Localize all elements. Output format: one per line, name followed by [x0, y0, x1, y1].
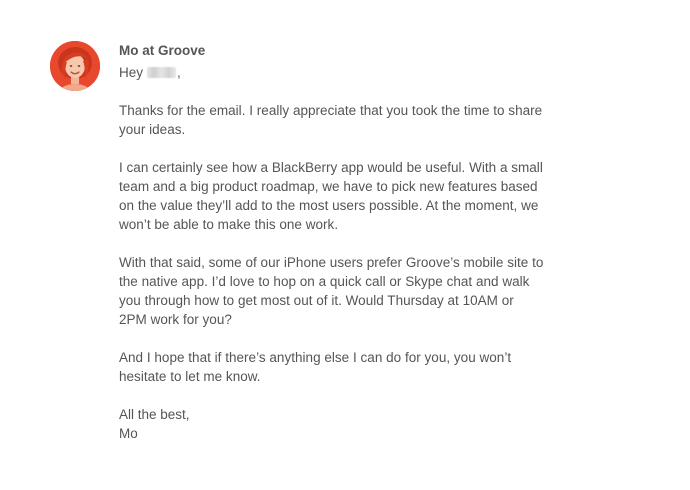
paragraph-line: team and a big product roadmap, we have to pick new features based [119, 179, 538, 194]
paragraph-line: With that said, some of our iPhone users prefer Groove’s mobile site to [119, 255, 544, 270]
paragraph-line: the native app. I’d love to hop on a quick call or Skype chat and walk [119, 274, 530, 289]
person-avatar-icon [50, 41, 100, 91]
signoff [119, 405, 569, 443]
paragraph-line: hesitate to let me know. [119, 369, 261, 384]
paragraph-line: I can certainly see how a BlackBerry app would be useful. With a small [119, 160, 543, 175]
paragraph-thanks [119, 101, 569, 139]
signature: Mo [119, 426, 138, 441]
redacted-recipient-name [147, 67, 176, 78]
closing-phrase: All the best, [119, 407, 190, 422]
paragraph-line: won’t be able to make this one work. [119, 217, 339, 232]
paragraph-blackberry [119, 158, 569, 234]
greeting-prefix: Hey [119, 65, 144, 80]
paragraph-line: you through how to get most out of it. Would Thursday at 10AM or [119, 293, 514, 308]
paragraph-line: And I hope that if there’s anything else I can do for you, you won’t [119, 350, 512, 365]
sender-name[interactable]: Mo at Groove [119, 43, 206, 58]
greeting-line [119, 63, 569, 82]
greeting-suffix: , [177, 65, 181, 80]
message-content [119, 42, 569, 443]
paragraph-line: 2PM work for you? [119, 312, 232, 327]
paragraph-closing [119, 348, 569, 386]
sender-avatar[interactable] [50, 41, 100, 91]
paragraph-line: your ideas. [119, 122, 186, 137]
paragraph-line: Thanks for the email. I really appreciate that you took the time to share [119, 103, 543, 118]
paragraph-iphone [119, 253, 569, 329]
paragraph-line: on the value they’ll add to the most users possible. At the moment, we [119, 198, 539, 213]
